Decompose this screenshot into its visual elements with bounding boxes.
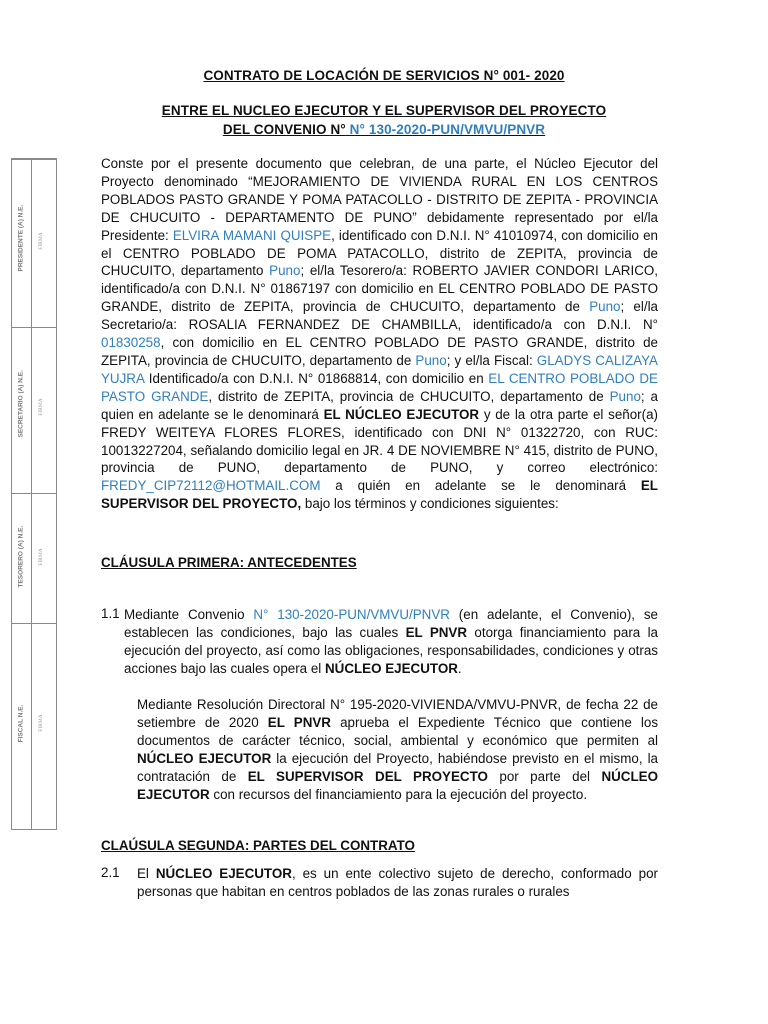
- bold-term: EL PNVR: [405, 624, 468, 640]
- contract-subtitle-line2: [0, 122, 768, 137]
- intro-text: ; el/la Secretario/a: ROSALIA FERNANDEZ DE CHAMBILLA, identificado/a con D.N.I. N°: [101, 299, 658, 333]
- clause-text: Mediante Convenio: [124, 607, 254, 622]
- convenio-code: N° 130-2020-PUN/VMVU/PNVR: [253, 607, 450, 622]
- fiscal-name: GLADYS CALIZAYA YUJRA: [101, 352, 658, 386]
- contract-subtitle-line1: ENTRE EL NUCLEO EJECUTOR Y EL SUPERVISOR DEL PROYECTO: [161, 103, 607, 118]
- intro-text: bajo los términos y condiciones siguientes:: [301, 496, 559, 512]
- party-name-supervisor: EL SUPERVISOR DEL PROYECTO,: [101, 478, 658, 512]
- fiscal-address: EL CENTRO POBLADO DE PASTO GRANDE: [101, 370, 658, 404]
- clause1-paragraph2: [137, 696, 658, 803]
- clause-text: El: [137, 866, 156, 881]
- clause-text: otorga financiamiento para la ejecución del proyecto, así como las obligaciones, responsabilidades, condiciones y otras acciones bajo las cuales opera el: [124, 624, 659, 676]
- bold-term: EL SUPERVISOR DEL PROYECTO: [247, 768, 488, 784]
- email-link[interactable]: FREDY_CIP72112@HOTMAIL.COM: [101, 478, 321, 494]
- signature-cell-presidente: [12, 159, 56, 328]
- intro-text: a quién en adelante se le denominará: [320, 478, 641, 494]
- bold-term: NÚCLEO EJECUTOR: [137, 768, 658, 802]
- presidente-firma: FIRMA: [38, 232, 44, 250]
- clause2-heading: CLAÚSULA SEGUNDA: PARTES DEL CONTRATO: [101, 838, 415, 853]
- bold-term: NÚCLEO EJECUTOR: [137, 750, 272, 766]
- department-name: Puno: [415, 352, 447, 368]
- intro-text: , identificado con D.N.I. N° 41010974, con domicilio en el CENTRO POBLADO DE POMA PATACOLLO, distrito de ZEPITA, provincia de CHUCUITO, departamento: [101, 227, 658, 279]
- secretario-firma: FIRMA: [38, 398, 44, 416]
- clause-text: la ejecución del Proyecto, habiéndose previsto en el mismo, la contratación de: [137, 750, 658, 784]
- intro-text: , con domicilio en EL CENTRO POBLADO DE PASTO GRANDE, distrito de ZEPITA, provincia de CHUCUITO, departamento de: [101, 335, 658, 368]
- item-number: 1.1: [101, 606, 120, 621]
- intro-text: , distrito de ZEPITA, provincia de CHUCUITO, departamento de: [208, 388, 610, 404]
- clause-text: con recursos del financiamiento para la ejecución del proyecto.: [209, 786, 588, 802]
- intro-text: ; el/la Tesorero/a: ROBERTO JAVIER CONDORI LARICO, identificado/a con D.N.I. N° 01867197 con domicilio en EL CENTRO POBLADO DE PASTO GRANDE, distrito de ZEPITA, provincia de CHUCUITO, departamento de: [101, 263, 659, 315]
- signature-cell-tesorero: [12, 493, 56, 624]
- signature-cell-secretario: [12, 327, 56, 494]
- clause-text: (en adelante, el Convenio), se establecen las condiciones, bajo las cuales: [124, 607, 658, 640]
- secretaria-dni: 01830258: [101, 335, 161, 351]
- secretario-label: SECRETARIO (A) N.E.: [17, 370, 25, 438]
- intro-paragraph: [101, 155, 658, 513]
- signature-cell-fiscal: [12, 623, 56, 830]
- signature-panel: [11, 158, 57, 830]
- intro-text: ; a quien en adelante se le denominará: [101, 388, 659, 422]
- tesorero-firma: FIRMA: [38, 548, 44, 566]
- president-name: ELVIRA MAMANI QUISPE: [172, 227, 332, 243]
- clause-text: , es un ente colectivo sujeto de derecho, conformado por personas que habitan en centros poblados de las zonas rurales o rurales: [137, 866, 658, 899]
- clause-text: Mediante Resolución Directoral N° 195-2020-VIVIENDA/VMVU-PNVR, de fecha 22 de setiembre de 2020: [137, 697, 658, 730]
- item-number: 2.1: [101, 865, 120, 880]
- department-name: Puno: [269, 263, 301, 279]
- intro-text: ; y el/la Fiscal:: [446, 352, 537, 368]
- party-name-nucleo: EL NÚCLEO EJECUTOR: [323, 406, 480, 422]
- fiscal-firma: FIRMA: [38, 714, 44, 732]
- clause-text: .: [457, 660, 462, 676]
- bold-term: EL PNVR: [267, 714, 331, 730]
- intro-text: Conste por el presente documento que celebran, de una parte, el Núcleo Ejecutor del Proyecto denominado “MEJORAMIENTO DE VIVIENDA RURAL EN LOS CENTROS POBLADOS PASTO GRANDE Y POMA PATACOLLO - DISTRITO DE ZEPITA - PROVINCIA DE CHUCUITO - DEPARTAMENTO DE PUNO” debidamente representado por el/la Presidente:: [101, 156, 658, 243]
- department-name: Puno: [609, 388, 641, 404]
- subtitle-prefix: DEL CONVENIO N°: [222, 122, 346, 137]
- intro-text: Identificado/a con D.N.I. N° 01868814, con domicilio en: [144, 370, 489, 386]
- convenio-code: N° 130-2020-PUN/VMVU/PNVR: [349, 122, 546, 137]
- clause-text: por parte del: [487, 768, 602, 784]
- clause1-heading: CLÁUSULA PRIMERA: ANTECEDENTES: [101, 555, 357, 570]
- intro-text: y de la otra parte el señor(a) FREDY WEITEYA FLORES FLORES, identificado con DNI N° 01322720, con RUC: 10013227204, señalando domicilio legal en JR. 4 DE NOVIEMBRE N° 415, distrito de PUNO, provincia de PUNO, departamento de PUNO, y correo electrónico:: [101, 406, 658, 476]
- clause1-item1: [124, 606, 658, 678]
- presidente-label: PRESIDENTE (A) N.E.: [17, 204, 25, 272]
- clause-text: aprueba el Expediente Técnico que contiene los documentos de carácter técnico, social, ambiental y económico que permiten al: [137, 714, 659, 748]
- department-name: Puno: [589, 299, 621, 315]
- fiscal-label: FISCAL N.E.: [17, 704, 25, 743]
- clause2-item1: [137, 865, 658, 901]
- bold-term: NÚCLEO EJECUTOR: [155, 866, 292, 881]
- bold-term: NÚCLEO EJECUTOR: [324, 660, 458, 676]
- tesorero-label: TESORERO (A) N.E.: [17, 525, 25, 588]
- contract-title: CONTRATO DE LOCACIÓN DE SERVICIOS N° 001- 2020: [203, 68, 565, 83]
